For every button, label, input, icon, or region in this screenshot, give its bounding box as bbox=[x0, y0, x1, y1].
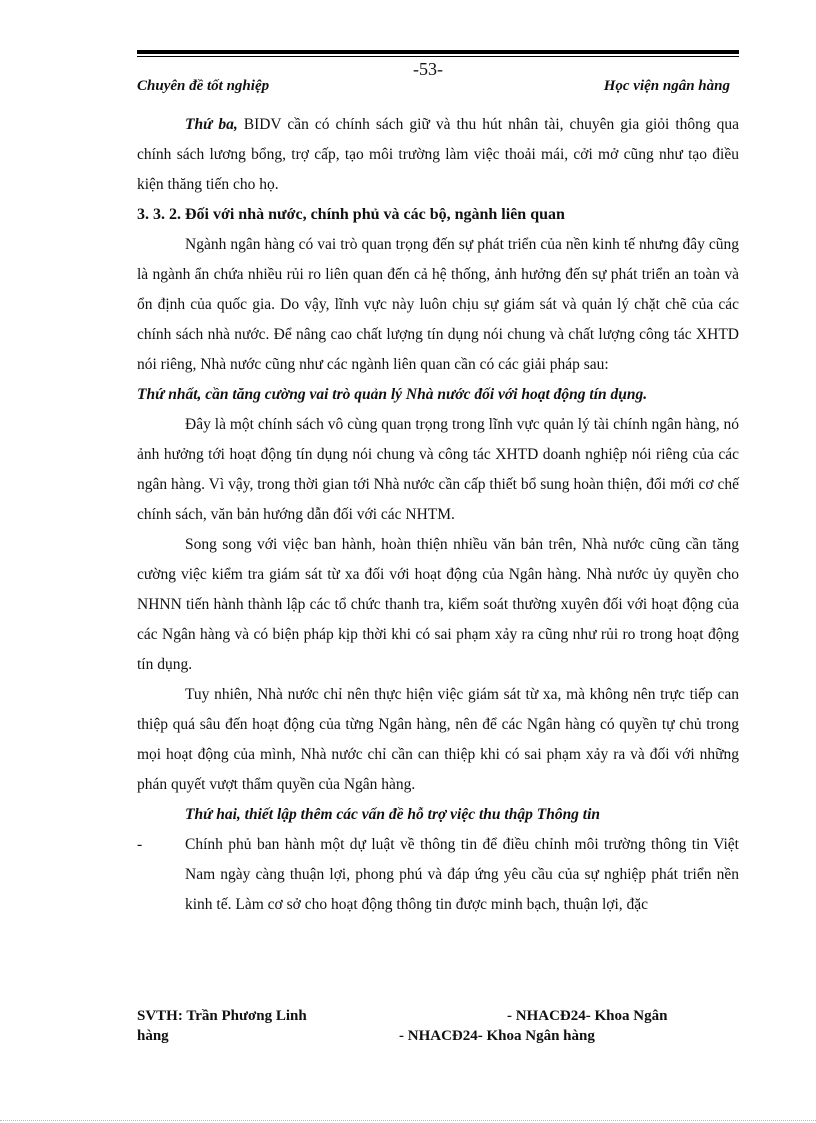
subheading-thu-hai: Thứ hai, thiết lập thêm các vấn đề hỗ trợ việc thu thập Thông tin bbox=[185, 806, 601, 823]
page-number: -53- bbox=[413, 59, 443, 79]
paragraph-thu-ba bbox=[137, 110, 739, 200]
footer-student: SVTH: Trần Phương Linh bbox=[137, 1008, 307, 1024]
page-bottom-border bbox=[0, 1120, 816, 1121]
list-dash: - bbox=[137, 836, 143, 853]
footer-wrap-text: hàng bbox=[137, 1028, 169, 1044]
header-rule-thick bbox=[137, 50, 739, 54]
list-item-text: Chính phủ ban hành một dự luật về thông tin để điều chỉnh môi trường thông tin Việt Nam ngày càng thuận lợi, phong phú và đáp ứng yêu cầu của sự nghiệp phát triển nền kinh tế. Làm cơ sở cho hoạt động thông tin được minh bạch, thuận lợi, đặc bbox=[185, 836, 739, 913]
footer-class-center: - NHACĐ24- Khoa Ngân hàng bbox=[399, 1028, 595, 1044]
header-right-title: Học viện ngân hàng bbox=[603, 78, 730, 94]
paragraph-text: BIDV cần có chính sách giữ và thu hút nhân tài, chuyên gia giỏi thông qua chính sách lương bổng, trợ cấp, tạo môi trường làm việc thoải mái, cởi mở cũng như tạo điều kiện thăng tiến cho họ. bbox=[137, 116, 740, 193]
paragraph: Ngành ngân hàng có vai trò quan trọng đến sự phát triển của nền kinh tế nhưng đây cũng là ngành ẩn chứa nhiều rủi ro liên quan đến cả hệ thống, ảnh hưởng đến sự phát triển an toàn và ổn định của quốc gia. Do vậy, lĩnh vực này luôn chịu sự giám sát và quản lý chặt chẽ của các chính sách nhà nước. Để nâng cao chất lượng tín dụng nói chung và chất lượng công tác XHTD nói riêng, Nhà nước cũng như các ngành liên quan cần có các giải pháp sau: bbox=[137, 236, 739, 373]
document-body bbox=[137, 110, 739, 920]
header-left-title: Chuyên đề tốt nghiệp bbox=[137, 78, 270, 94]
paragraph-lead: Thứ ba, bbox=[185, 116, 238, 133]
paragraph: Đây là một chính sách vô cùng quan trọng trong lĩnh vực quản lý tài chính ngân hàng, nó ảnh hưởng tới hoạt động tín dụng nói chung và công tác XHTD doanh nghiệp nói riêng của các ngân hàng. Vì vậy, trong thời gian tới Nhà nước cần cấp thiết bổ sung hoàn thiện, đổi mới cơ chế chính sách, văn bản hướng dẫn đối với các NHTM. bbox=[137, 416, 739, 523]
paragraph: Song song với việc ban hành, hoàn thiện nhiều văn bản trên, Nhà nước cũng cần tăng cường việc kiểm tra giám sát từ xa đối với hoạt động của Ngân hàng. Nhà nước ủy quyền cho NHNN tiến hành thành lập các tổ chức thanh tra, kiểm soát thường xuyên đối với hoạt động của các Ngân hàng và có biện pháp kịp thời khi có sai phạm xảy ra cũng như rủi ro trong hoạt động tín dụng. bbox=[137, 536, 739, 673]
footer-line-1 bbox=[137, 1008, 739, 1030]
section-heading: 3. 3. 2. Đối với nhà nước, chính phủ và các bộ, ngành liên quan bbox=[137, 206, 565, 223]
header-rule-thin bbox=[137, 56, 739, 57]
footer-class-right: - NHACĐ24- Khoa Ngân bbox=[507, 1008, 668, 1024]
list-item bbox=[137, 830, 739, 920]
footer-line-2 bbox=[137, 1028, 739, 1050]
paragraph: Tuy nhiên, Nhà nước chỉ nên thực hiện việc giám sát từ xa, mà không nên trực tiếp can thiệp quá sâu đến hoạt động của từng Ngân hàng, nên để các Ngân hàng có quyền tự chủ trong mọi hoạt động của mình, Nhà nước chỉ cần can thiệp khi có sai phạm xảy ra và đối với những phán quyết vượt thẩm quyền của Ngân hàng. bbox=[137, 686, 739, 793]
subheading-thu-nhat: Thứ nhất, cần tăng cường vai trò quản lý Nhà nước đối với hoạt động tín dụng. bbox=[137, 386, 648, 403]
